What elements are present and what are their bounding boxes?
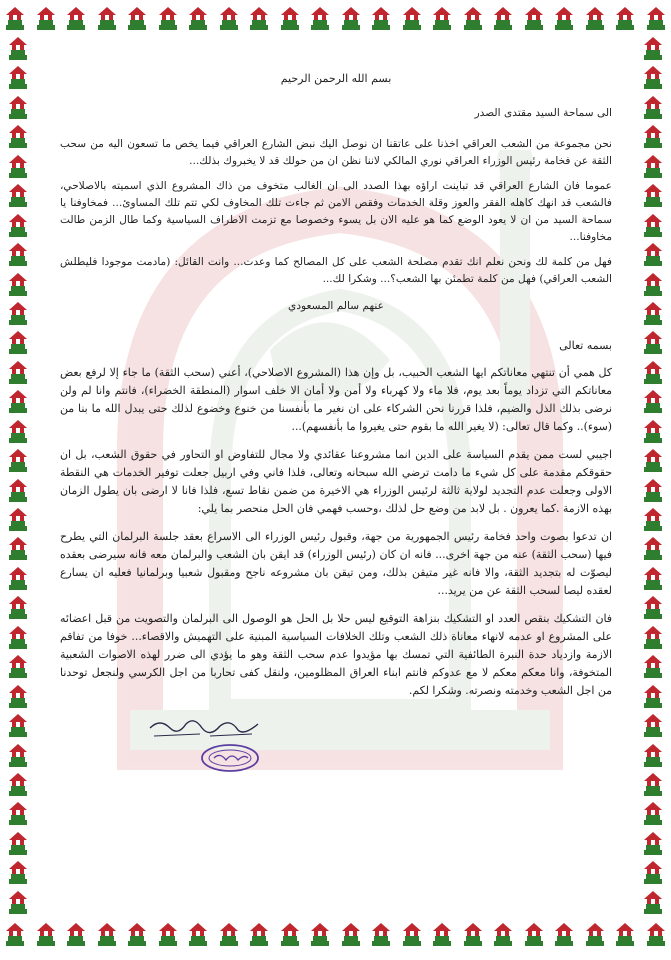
border-motif-icon — [340, 922, 362, 948]
border-motif-icon — [642, 684, 664, 710]
border-motif-icon — [523, 922, 545, 948]
border-motif-icon — [645, 6, 667, 32]
basmala: بسم الله الرحمن الرحيم — [280, 72, 392, 85]
border-motif-icon — [96, 922, 118, 948]
border-motif-icon — [370, 6, 392, 32]
border-motif-icon — [642, 625, 664, 651]
border-motif-icon — [7, 713, 29, 739]
border-motif-icon — [642, 124, 664, 150]
border-motif-icon — [7, 566, 29, 592]
border-motif-icon — [7, 772, 29, 798]
recipient-line: الى سماحة السيد مقتدى الصدر — [474, 107, 612, 119]
border-left — [2, 36, 34, 916]
border-motif-icon — [642, 831, 664, 857]
letter-paragraph-2: عموما فان الشارع العراقي قد تباينت اراؤه بهذا الصدد الى ان الغالب متخوف من ذاك المشروع الذي اسميته بالاصلاحي، فالشعب قد انهك كاهله الفقر والعوز وقلة الخدمات وفقص الامن ثم جاءت تلك المخاوف لكي تتم تلك المساوئ... فمخاوفنا يا سماحة السيد من ان لا يعود الوضع كما هو عليه الان بل يسوء وخصوصا مع تزمت الاطراف السياسية وكما طال الزمن طالت مخاوفنا... — [60, 180, 612, 243]
border-motif-icon — [642, 330, 664, 356]
border-motif-icon — [642, 772, 664, 798]
border-motif-icon — [431, 922, 453, 948]
border-motif-icon — [7, 448, 29, 474]
border-motif-icon — [642, 95, 664, 121]
letter-page — [60, 70, 612, 710]
border-motif-icon — [279, 922, 301, 948]
border-motif-icon — [309, 6, 331, 32]
border-motif-icon — [4, 6, 26, 32]
border-motif-icon — [642, 566, 664, 592]
reply-paragraph-3: ان تدعوا بصوت واحد فخامة رئيس الجمهورية من جهة، وقبول رئيس الوزراء الى الاسراع بعقد جلسة البرلمان التي يطرح فيها (سحب الثقة) عنه من جهة اخرى... فانه ان كان (رئيس الوزراء) قد ايقن بان الشعب والبرلمان معه فانه سيرضى بعقده ليصوّت له بتجديد الثقة، والا فانه غير متيقن بذلك، ومن تيقن بان مشروعه ناجح ومقبول شعبيا وبرلمانيا فعليه ان يسارع لعقده ليصا لسحب الثقة عن من يريد... — [60, 530, 612, 597]
border-motif-icon — [187, 922, 209, 948]
reply-paragraph-1: كل همي أن تنتهي معاناتكم ايها الشعب الحبيب، بل وإن هذا (المشروع الاصلاحي)، أعني (سحب الثقة) ما جاء إلا لرفع بعض معاناتكم التي تزداد يوماً بعد يوم، فلا ماء ولا كهرباء ولا أمن ولا أمان الا خلف اسوار (المنطقة الخضراء)، فانتم وانا لم ولن نرضى بذلك الذل والضيم، فلذا قررنا نحن الشركاء على ان نغير ما بأنفسنا من خنوع وخضوع لذلك حتى يبدل الله ما بنا من (سوء).. وكما قال تعالى: (لا يغير الله ما بقوم حتى يغيروا ما بأنفسهم)... — [60, 366, 612, 433]
border-motif-icon — [126, 6, 148, 32]
border-motif-icon — [309, 922, 331, 948]
border-top — [0, 2, 671, 36]
border-bottom — [0, 918, 671, 952]
border-motif-icon — [642, 536, 664, 562]
border-motif-icon — [7, 890, 29, 916]
signature-and-seal — [140, 714, 270, 774]
letter-paragraph-3: فهل من كلمة لك ونحن نعلم انك تقدم مصلحة الشعب على كل المصالح كما وعدت... وانت القائل: (مادمت موجودا فليطلش الشعب العراقي) فهل من كلمة تطمئن بها الشعب؟... وشكرا لك... — [60, 256, 612, 285]
border-motif-icon — [7, 595, 29, 621]
border-motif-icon — [642, 301, 664, 327]
reply-basmala: بسمه تعالى — [559, 339, 612, 352]
border-motif-icon — [4, 922, 26, 948]
border-motif-icon — [35, 6, 57, 32]
border-motif-icon — [523, 6, 545, 32]
border-motif-icon — [7, 478, 29, 504]
border-motif-icon — [7, 743, 29, 769]
border-motif-icon — [35, 922, 57, 948]
border-motif-icon — [614, 922, 636, 948]
border-motif-icon — [614, 6, 636, 32]
border-motif-icon — [584, 6, 606, 32]
border-motif-icon — [157, 6, 179, 32]
border-motif-icon — [7, 242, 29, 268]
border-motif-icon — [642, 448, 664, 474]
border-motif-icon — [642, 478, 664, 504]
border-motif-icon — [7, 213, 29, 239]
reply-paragraph-2: اجيبي لست ممن يقدم السياسة على الدين انما مشروعنا عقائدي ولا مجال للتفاوض او التحاور في حقوق الشعب، بل ان حقوقكم مقدمة على كل شيء ما دامت ترضي الله سبحانه وتعالى، فلذا فاني وفي اربيل جعلت توفير الخدمات هي النقطة الاولى وجعلت عدم التجديد لولاية ثالثة لرئيس الوزراء هي الاخيرة من ضمن نقاط تسع، فلذا فانا لا ارضى بان يطول الزمان بهذه الازمة .كما يعرون . بل لابد من وضع حل لذلك ،وحسب فهمي فان الحل منحصر بما يلي: — [60, 448, 612, 515]
border-motif-icon — [642, 654, 664, 680]
border-motif-icon — [462, 6, 484, 32]
border-motif-icon — [96, 6, 118, 32]
border-motif-icon — [187, 6, 209, 32]
border-motif-icon — [7, 154, 29, 180]
border-motif-icon — [642, 154, 664, 180]
border-motif-icon — [642, 419, 664, 445]
border-motif-icon — [7, 65, 29, 91]
border-motif-icon — [7, 301, 29, 327]
border-motif-icon — [218, 922, 240, 948]
border-motif-icon — [7, 419, 29, 445]
border-motif-icon — [642, 713, 664, 739]
letter-signature: عنهم سالم المسعودي — [288, 300, 384, 312]
border-motif-icon — [642, 743, 664, 769]
border-motif-icon — [7, 124, 29, 150]
border-motif-icon — [279, 6, 301, 32]
border-motif-icon — [642, 242, 664, 268]
border-motif-icon — [65, 922, 87, 948]
border-motif-icon — [7, 684, 29, 710]
reply-paragraph-4: فان التشكيك بنقص العدد او التشكيك بنزاهة التوقيع ليس حلا بل الحل هو الوصول الى البرلمان والتصويت من قبل اعضائه على المشروع او عدمه لانهاء معاناة ذلك الشعب وتلك الخلافات السياسية المبنية على التهميش والاقصاء... خوفا من تفاقم الازمة وازدياد حدة النبرة الطائفية التي تمسك بها مؤيدوا عدم سحب الثقة وهو ما يؤدي الى ضرر لهذه الاصوات الشعبية المتخوفة، وانا معكم معكم لا مع عدوكم فانتم ابناء العراق المظلومين، ولنقل كفى تحاربا من اجل الكرسي ولنجعل توحدنا من اجل الشعب وخدمته ونصرته. وشكرا لكم. — [60, 612, 612, 697]
border-motif-icon — [642, 360, 664, 386]
border-motif-icon — [431, 6, 453, 32]
border-motif-icon — [126, 922, 148, 948]
border-motif-icon — [7, 625, 29, 651]
border-motif-icon — [642, 507, 664, 533]
border-motif-icon — [642, 65, 664, 91]
border-motif-icon — [553, 6, 575, 32]
border-motif-icon — [7, 95, 29, 121]
border-motif-icon — [7, 360, 29, 386]
border-motif-icon — [7, 183, 29, 209]
border-motif-icon — [7, 507, 29, 533]
border-motif-icon — [7, 654, 29, 680]
border-motif-icon — [401, 6, 423, 32]
border-motif-icon — [248, 6, 270, 32]
border-motif-icon — [7, 36, 29, 62]
border-motif-icon — [642, 213, 664, 239]
border-motif-icon — [642, 389, 664, 415]
border-motif-icon — [492, 922, 514, 948]
border-motif-icon — [7, 831, 29, 857]
border-motif-icon — [370, 922, 392, 948]
border-motif-icon — [7, 272, 29, 298]
border-motif-icon — [7, 801, 29, 827]
border-motif-icon — [401, 922, 423, 948]
border-motif-icon — [642, 272, 664, 298]
border-motif-icon — [340, 6, 362, 32]
border-motif-icon — [645, 922, 667, 948]
border-motif-icon — [642, 860, 664, 886]
border-motif-icon — [218, 6, 240, 32]
border-motif-icon — [642, 801, 664, 827]
border-motif-icon — [642, 890, 664, 916]
border-motif-icon — [7, 860, 29, 886]
border-motif-icon — [65, 6, 87, 32]
border-motif-icon — [642, 183, 664, 209]
border-motif-icon — [248, 922, 270, 948]
border-motif-icon — [7, 330, 29, 356]
border-right — [637, 36, 669, 916]
border-motif-icon — [642, 595, 664, 621]
border-motif-icon — [584, 922, 606, 948]
border-motif-icon — [462, 922, 484, 948]
border-motif-icon — [553, 922, 575, 948]
border-motif-icon — [7, 389, 29, 415]
border-motif-icon — [492, 6, 514, 32]
border-motif-icon — [7, 536, 29, 562]
border-motif-icon — [642, 36, 664, 62]
border-motif-icon — [157, 922, 179, 948]
letter-paragraph-1: نحن مجموعة من الشعب العراقي اخذنا على عاتقنا ان نوصل اليك نبض الشارع العراقي فيما يخص ما تسعون اليه من سحب الثقة عن فخامة رئيس الوزراء العراقي نوري المالكي لاننا نظن ان من حولك قد لا يخبروك بذلك... — [60, 138, 612, 167]
